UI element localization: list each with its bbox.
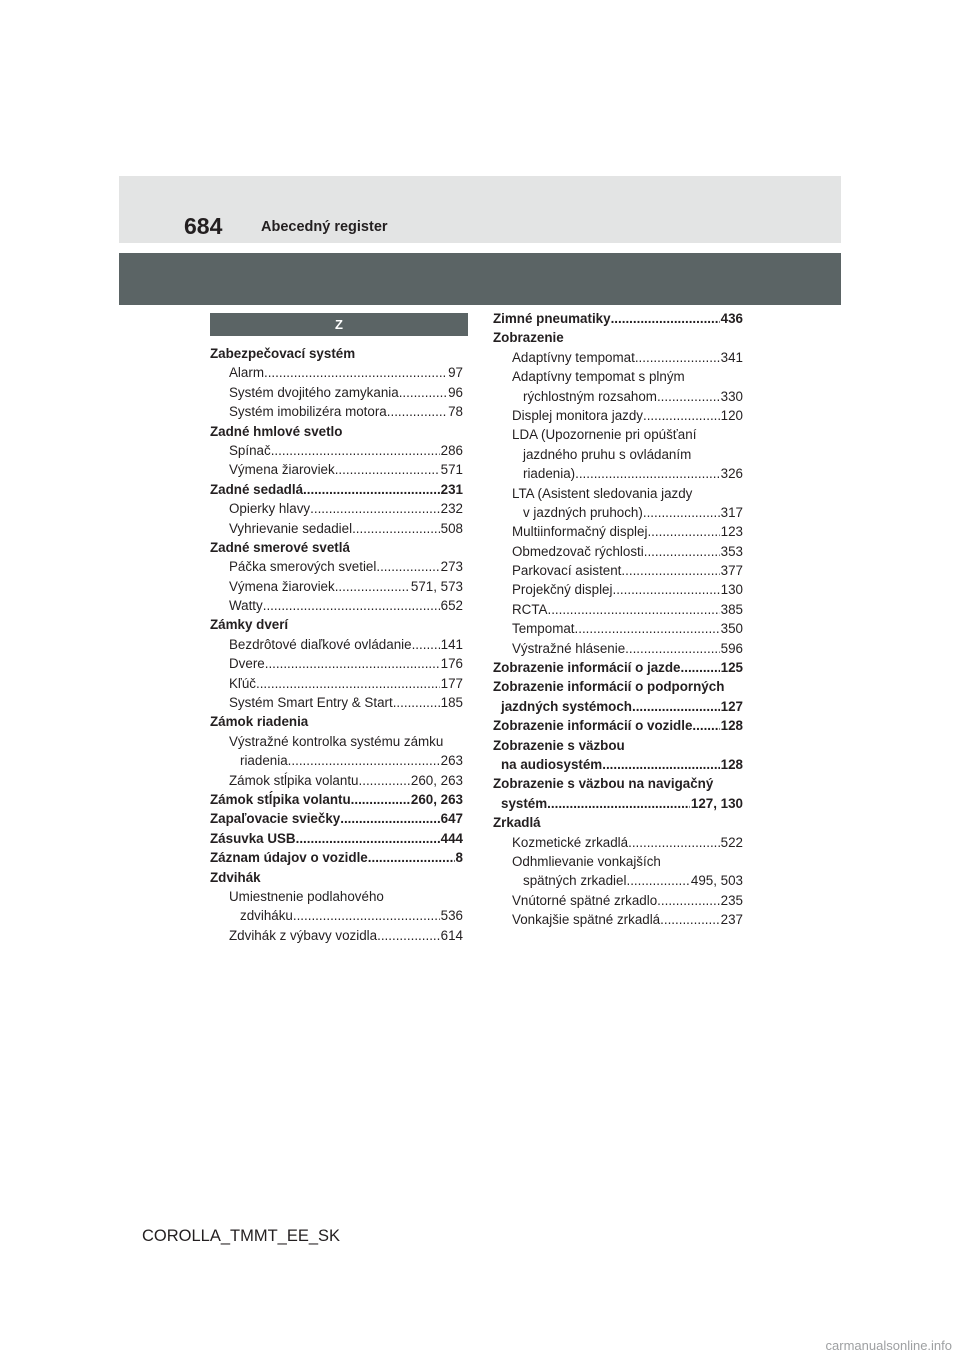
leader-dots	[621, 561, 719, 580]
index-entry-page: 350	[720, 621, 743, 637]
index-entry	[493, 522, 743, 541]
index-entry-text: jazdných systémoch	[501, 698, 632, 714]
index-entry	[493, 348, 743, 367]
index-entry-text: Zabezpečovací systém	[210, 346, 356, 361]
index-entry-page: 596	[720, 640, 743, 656]
index-entry	[210, 344, 463, 363]
index-entry	[493, 406, 743, 425]
index-entry	[210, 906, 463, 925]
index-entry-text: systém	[501, 795, 548, 811]
index-entry-text: Kľúč	[229, 675, 256, 691]
document-code: COROLLA_TMMT_EE_SK	[142, 1227, 341, 1245]
index-entry-text: Projekčný displej	[512, 582, 613, 598]
index-entry-text: Multiinformačný displej	[512, 524, 648, 540]
index-entry-text: Zadné smerové svetlá	[210, 539, 350, 555]
index-entry	[493, 852, 743, 871]
index-entry-page: 326	[720, 466, 743, 482]
index-entry	[493, 658, 743, 677]
index-entry-text: Obmedzovač rýchlosti	[512, 543, 644, 559]
index-entry-text: Zámky dverí	[210, 617, 289, 633]
index-entry-text: Systém dvojitého zamykania	[229, 384, 399, 400]
index-entry-text: spätných zrkadiel	[523, 873, 627, 889]
index-entry-text: Zobrazenie informácií o jazde	[493, 660, 681, 676]
index-entry-page: 127, 130	[690, 795, 743, 811]
leader-dots	[602, 755, 719, 774]
leader-dots	[412, 635, 440, 654]
index-entry-page: 614	[440, 927, 463, 943]
index-entry	[493, 677, 743, 696]
leader-dots	[399, 383, 447, 402]
index-entry	[210, 557, 463, 576]
leader-dots	[547, 794, 690, 813]
leader-dots	[288, 751, 440, 770]
index-entry	[493, 387, 743, 406]
index-entry-text: Systém Smart Entry & Start	[229, 695, 393, 711]
leader-dots	[635, 348, 720, 367]
index-entry-text: Zobrazenie informácií o podporných	[493, 679, 725, 695]
index-entry-text: riadenia)	[523, 466, 576, 482]
index-entry-text: Páčka smerových svetiel	[229, 559, 377, 575]
index-entry-text: Adaptívny tempomat	[512, 349, 635, 365]
index-entry-text: Zásuvka USB	[210, 830, 296, 846]
index-entry-text: Zámok stĺpika volantu	[210, 791, 351, 807]
index-entry	[493, 736, 743, 755]
index-entry	[210, 499, 463, 518]
leader-dots	[352, 519, 440, 538]
index-entry-text: zdviháku	[240, 908, 293, 924]
index-entry	[493, 833, 743, 852]
index-entry-page: 536	[440, 908, 463, 924]
index-entry-text: Zapaľovacie sviečky	[210, 811, 341, 827]
index-entry-text: Výmena žiaroviek	[229, 462, 335, 478]
page-title: Abecedný register	[261, 219, 388, 235]
index-entry-page: 522	[720, 834, 743, 850]
index-entry	[210, 926, 463, 945]
index-entry-page: 232	[440, 501, 463, 517]
index-entry	[210, 809, 463, 828]
index-entry	[493, 328, 743, 347]
index-entry	[493, 600, 743, 619]
index-entry-text: Bezdrôtové diaľkové ovládanie	[229, 636, 412, 652]
leader-dots	[643, 406, 720, 425]
index-entry-page: 508	[440, 520, 463, 536]
index-entry	[493, 813, 743, 832]
index-entry-page: 231	[440, 481, 463, 497]
index-entry-page: 8	[455, 850, 463, 866]
index-entry-page: 260, 263	[410, 791, 463, 807]
leader-dots	[359, 771, 410, 790]
index-entry-page: 128	[720, 718, 743, 734]
index-entry-page: 444	[440, 830, 463, 846]
index-entry-page: 647	[440, 811, 463, 827]
watermark: carmanualsonline.info	[825, 1338, 952, 1353]
index-entry-text: Zimné pneumatiky	[493, 311, 611, 326]
leader-dots	[271, 441, 440, 460]
index-entry	[493, 716, 743, 735]
index-entry-page: 571, 573	[410, 578, 463, 594]
leader-dots	[611, 309, 720, 328]
index-entry-text: RCTA	[512, 601, 548, 617]
index-entry-text: Opierky hlavy	[229, 501, 311, 517]
index-entry	[493, 561, 743, 580]
index-entry-text: v jazdných pruhoch)	[523, 504, 643, 520]
index-entry	[210, 751, 463, 770]
index-entry	[493, 755, 743, 774]
index-entry	[493, 445, 743, 464]
leader-dots	[335, 577, 410, 596]
index-entry-text: Alarm	[229, 365, 264, 381]
index-entry	[493, 464, 743, 483]
index-entry-page: 176	[440, 656, 463, 672]
leader-dots	[335, 460, 440, 479]
leader-dots	[393, 693, 440, 712]
index-entry-text: Dvere	[229, 656, 265, 672]
index-entry	[493, 891, 743, 910]
index-entry	[493, 910, 743, 929]
index-entry-text: LTA (Asistent sledovania jazdy	[512, 485, 693, 501]
index-entry	[210, 732, 463, 751]
leader-dots	[387, 402, 447, 421]
leader-dots	[368, 848, 455, 867]
index-entry-text: Displej monitora jazdy	[512, 407, 643, 423]
index-entry-text: Zobrazenie informácií o vozidle	[493, 718, 693, 734]
index-entry-text: Zrkadlá	[493, 815, 541, 831]
leader-dots	[644, 542, 720, 561]
index-entry-text: jazdného pruhu s ovládaním	[523, 446, 692, 462]
index-entry-text: na audiosystém	[501, 756, 603, 772]
leader-dots	[575, 619, 720, 638]
index-entry-text: LDA (Upozornenie pri opúšťaní	[512, 427, 697, 443]
leader-dots	[657, 387, 720, 406]
index-entry-page: 177	[440, 675, 463, 691]
index-entry-page: 260, 263	[410, 772, 463, 788]
index-entry	[493, 794, 743, 813]
index-entry	[210, 596, 463, 615]
leader-dots	[265, 654, 440, 673]
index-entry	[493, 484, 743, 503]
index-entry-text: Kozmetické zrkadlá	[512, 834, 629, 850]
index-entry-text: Zdvihák	[210, 869, 261, 885]
index-entry-page: 141	[440, 636, 463, 652]
index-entry-text: Zdvihák z výbavy vozidla	[229, 927, 378, 943]
index-entry	[210, 790, 463, 809]
index-column-right	[493, 309, 743, 930]
index-entry-page: 353	[720, 543, 743, 559]
index-entry	[210, 441, 463, 460]
index-entry	[210, 868, 463, 887]
index-entry-page: 495, 503	[690, 873, 743, 889]
index-entry	[493, 542, 743, 561]
index-entry	[493, 871, 743, 890]
index-entry	[210, 771, 463, 790]
index-entry	[210, 848, 463, 867]
index-entry	[210, 519, 463, 538]
leader-dots	[681, 658, 720, 677]
leader-dots	[643, 503, 720, 522]
index-entry-text: Watty	[229, 598, 263, 614]
index-entry-text: Tempomat	[512, 621, 575, 637]
index-entry-text: Výstražné kontrolka systému zámku	[229, 733, 444, 749]
header-band	[119, 176, 841, 243]
index-entry-page: 235	[720, 892, 743, 908]
leader-dots	[310, 499, 440, 518]
leader-dots	[256, 674, 440, 693]
index-entry-text: Zámok stĺpika volantu	[229, 772, 359, 788]
leader-dots	[657, 891, 719, 910]
leader-dots	[376, 557, 439, 576]
index-entry	[210, 674, 463, 693]
leader-dots	[628, 833, 720, 852]
leader-dots	[692, 716, 719, 735]
index-entry	[493, 639, 743, 658]
index-entry-page: 341	[720, 349, 743, 365]
index-column-left	[210, 344, 463, 945]
leader-dots	[612, 580, 719, 599]
index-entry-text: Výmena žiaroviek	[229, 578, 335, 594]
index-entry	[210, 577, 463, 596]
index-entry	[210, 538, 463, 557]
index-entry-text: Systém imobilizéra motora	[229, 404, 387, 420]
index-entry	[493, 367, 743, 386]
page-number: 684	[184, 213, 223, 239]
index-entry-page: 185	[440, 695, 463, 711]
index-entry	[210, 422, 463, 441]
index-entry-page: 127	[720, 698, 743, 714]
index-entry-page: 385	[720, 601, 743, 617]
index-entry-text: Adaptívny tempomat s plným	[512, 369, 685, 385]
index-entry	[493, 425, 743, 444]
leader-dots	[293, 906, 440, 925]
index-entry-page: 97	[448, 365, 463, 381]
index-entry-page: 123	[720, 524, 743, 540]
index-entry-page: 120	[720, 407, 743, 423]
leader-dots	[575, 464, 720, 483]
index-entry	[210, 887, 463, 906]
index-entry	[210, 712, 463, 731]
index-entry	[493, 309, 743, 328]
index-entry	[210, 460, 463, 479]
index-entry-page: 78	[448, 404, 463, 420]
leader-dots	[340, 809, 439, 828]
index-entry-text: Umiestnenie podlahového	[229, 888, 384, 904]
leader-dots	[264, 363, 447, 382]
index-entry	[210, 615, 463, 634]
index-entry	[493, 503, 743, 522]
index-entry-page: 273	[440, 559, 463, 575]
index-entry-page: 263	[440, 753, 463, 769]
index-entry-page: 286	[440, 442, 463, 458]
index-entry-page: 317	[720, 504, 743, 520]
index-entry-text: Zámok riadenia	[210, 714, 309, 730]
leader-dots	[377, 926, 440, 945]
index-entry	[210, 693, 463, 712]
index-entry	[210, 829, 463, 848]
index-entry-text: Odhmlievanie vonkajších	[512, 853, 661, 869]
index-entry	[210, 402, 463, 421]
index-entry-page: 571	[440, 462, 463, 478]
index-entry-text: Zobrazenie s väzbou na navigačný	[493, 776, 714, 792]
index-entry-text: Zadné hmlové svetlo	[210, 423, 343, 439]
index-entry-page: 652	[440, 598, 463, 614]
index-entry	[210, 383, 463, 402]
index-entry-text: Výstražné hlásenie	[512, 640, 626, 656]
leader-dots	[625, 639, 720, 658]
leader-dots	[660, 910, 720, 929]
index-entry-page: 330	[720, 388, 743, 404]
leader-dots	[647, 522, 719, 541]
index-entry-text: rýchlostným rozsahom	[523, 388, 657, 404]
leader-dots	[263, 596, 440, 615]
index-entry	[210, 480, 463, 499]
index-entry	[493, 774, 743, 793]
leader-dots	[351, 790, 410, 809]
index-entry-text: riadenia	[240, 753, 288, 769]
index-entry-text: Vnútorné spätné zrkadlo	[512, 892, 658, 908]
section-letter-bar: Z	[210, 313, 468, 336]
index-entry	[493, 697, 743, 716]
section-banner	[119, 253, 841, 305]
leader-dots	[296, 829, 440, 848]
index-entry-text: Zobrazenie	[493, 330, 564, 346]
index-entry-text: Zadné sedadlá	[210, 481, 304, 497]
index-entry-text: Vyhrievanie sedadiel	[229, 520, 353, 536]
index-entry-page: 237	[720, 912, 743, 928]
index-entry	[493, 619, 743, 638]
index-entry-page: 128	[720, 756, 743, 772]
index-entry	[210, 654, 463, 673]
index-entry-text: Záznam údajov o vozidle	[210, 850, 368, 866]
leader-dots	[626, 871, 689, 890]
index-entry-page: 96	[448, 384, 463, 400]
index-entry	[210, 363, 463, 382]
index-entry-text: Spínač	[229, 442, 271, 458]
index-entry	[210, 635, 463, 654]
index-entry-page: 130	[720, 582, 743, 598]
index-entry-page: 377	[720, 563, 743, 579]
index-entry-text: Vonkajšie spätné zrkadlá	[512, 912, 661, 928]
index-entry	[493, 580, 743, 599]
index-entry-page: 125	[720, 660, 743, 676]
leader-dots	[632, 697, 720, 716]
index-entry-text: Zobrazenie s väzbou	[493, 737, 625, 753]
index-entry-text: Parkovací asistent	[512, 563, 622, 579]
leader-dots	[547, 600, 719, 619]
leader-dots	[303, 480, 440, 499]
index-entry-page: 436	[720, 311, 743, 326]
